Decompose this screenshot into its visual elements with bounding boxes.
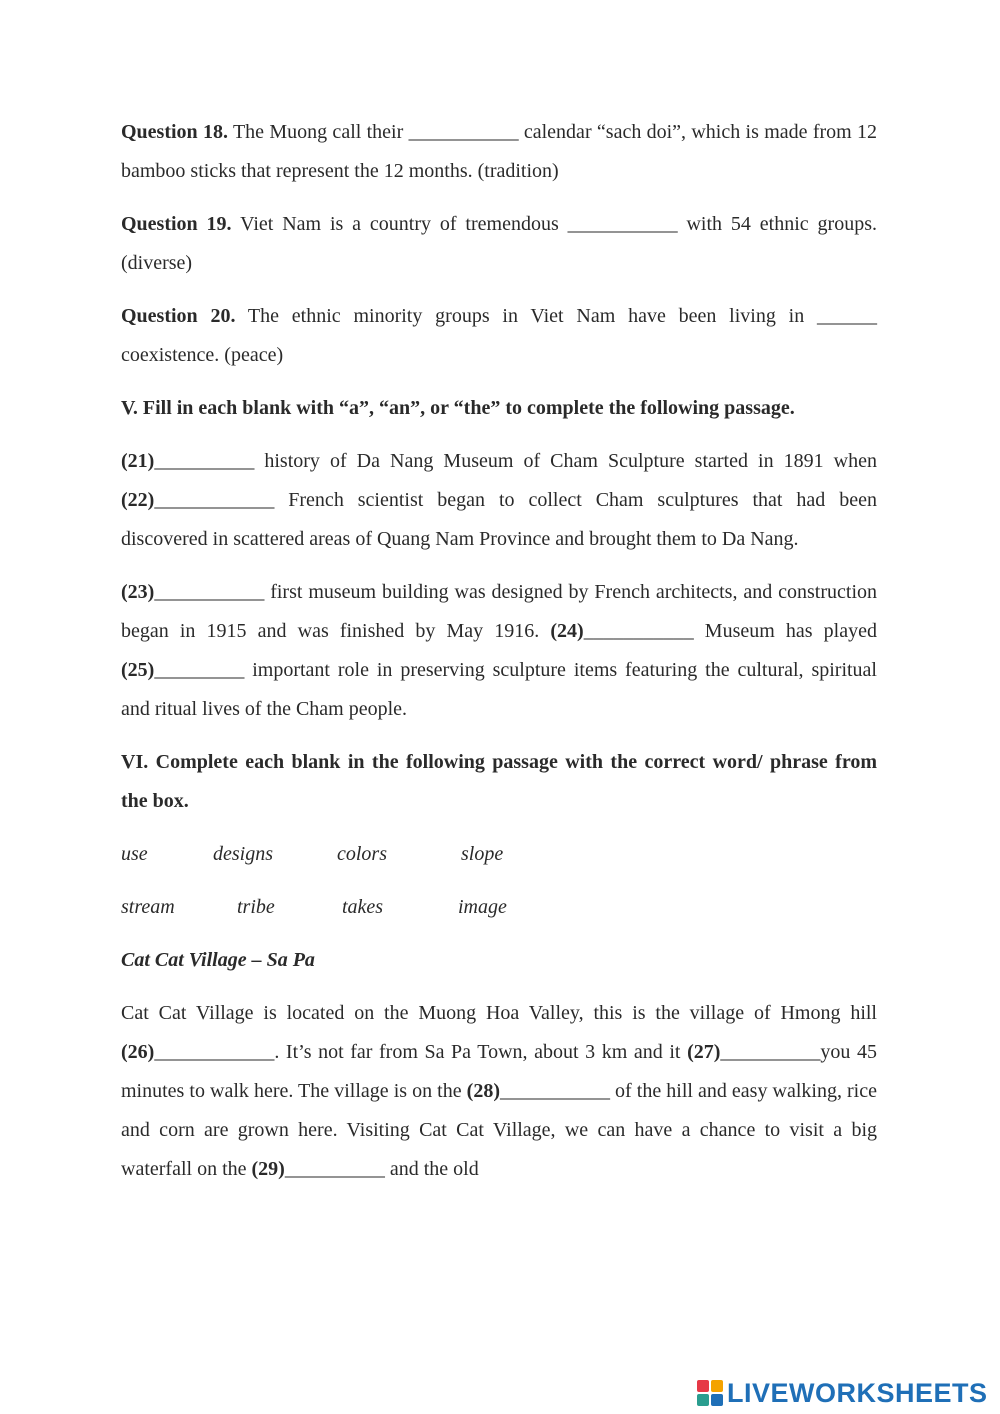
- question-20: [121, 297, 877, 375]
- question-19-text: Viet Nam is a country of tremendous ___________ with 54 ethnic groups. (diverse): [121, 213, 877, 274]
- word-box-item: image: [458, 896, 507, 918]
- paragraph-text: __________you 45 minutes to walk here. The village is on the: [121, 1041, 877, 1102]
- section-6-paragraph: [121, 994, 877, 1189]
- logo-square-icon: [697, 1380, 709, 1392]
- paragraph-text: ____________. It’s not far from Sa Pa Town, about 3 km and it: [154, 1041, 688, 1063]
- blank-25-number: (25): [121, 659, 155, 681]
- paragraph-text: ___________ of the hill and easy walking, rice and corn are grown here. Visiting Cat Cat Village, we can have a chance to visit a big waterfall on the: [121, 1080, 877, 1180]
- paragraph-text: Cat Cat Village is located on the Muong Hoa Valley, this is the village of Hmong hill: [121, 1002, 877, 1024]
- paragraph-text: ___________ Museum has played: [583, 620, 877, 642]
- blank-22-number: (22): [121, 489, 155, 511]
- passage-title: Cat Cat Village – Sa Pa: [121, 949, 315, 971]
- blank-24-number: (24): [550, 620, 584, 642]
- word-box-item: stream: [121, 896, 175, 918]
- word-box-item: tribe: [237, 896, 275, 918]
- blank-23-number: (23): [121, 581, 155, 603]
- paragraph-text: __________ and the old: [284, 1158, 479, 1180]
- word-box-item: use: [121, 843, 148, 865]
- question-19-label: Question 19.: [121, 213, 232, 235]
- paragraph-text: _________ important role in preserving sculpture items featuring the cultural, spiritual and ritual lives of the Cham people.: [121, 659, 877, 720]
- paragraph-text: ____________ French scientist began to collect Cham sculptures that had been discovered in scattered areas of Quang Nam Province and brought them to Da Nang.: [121, 489, 877, 550]
- word-box-row-2: [121, 888, 877, 927]
- blank-28-number: (28): [466, 1080, 500, 1102]
- word-box-row-1: [121, 835, 877, 874]
- blank-26-number: (26): [121, 1041, 155, 1063]
- blank-21-number: (21): [121, 450, 155, 472]
- logo-square-icon: [711, 1380, 723, 1392]
- word-box-item: colors: [337, 843, 387, 865]
- logo-text: LIVEWORKSHEETS: [727, 1377, 988, 1408]
- question-19: [121, 205, 877, 283]
- word-box-item: takes: [342, 896, 384, 918]
- logo-mark-icon: [697, 1380, 723, 1406]
- paragraph-text: __________ history of Da Nang Museum of Cham Sculpture started in 1891 when: [154, 450, 877, 472]
- logo-square-icon: [711, 1394, 723, 1406]
- word-box-item: designs: [213, 843, 273, 865]
- blank-27-number: (27): [687, 1041, 721, 1063]
- section-5-paragraph-2: [121, 573, 877, 729]
- section-5-paragraph-1: [121, 442, 877, 559]
- worksheet-page: [121, 113, 877, 1203]
- section-6-heading: VI. Complete each blank in the following passage with the correct word/ phrase from the box.: [121, 751, 877, 812]
- question-18: [121, 113, 877, 191]
- question-18-text: The Muong call their ___________ calendar “sach doi”, which is made from 12 bamboo sticks that represent the 12 months. (tradition): [121, 121, 877, 182]
- question-20-label: Question 20.: [121, 305, 236, 327]
- paragraph-text: ___________ first museum building was designed by French architects, and construction began in 1915 and was finished by May 1916.: [121, 581, 877, 642]
- liveworksheets-logo: [697, 1378, 988, 1408]
- question-20-text: The ethnic minority groups in Viet Nam have been living in ______ coexistence. (peace): [121, 305, 878, 366]
- section-5-heading: V. Fill in each blank with “a”, “an”, or “the” to complete the following passage.: [121, 397, 795, 419]
- blank-29-number: (29): [251, 1158, 285, 1180]
- logo-square-icon: [697, 1394, 709, 1406]
- word-box-item: slope: [461, 843, 504, 865]
- question-18-label: Question 18.: [121, 121, 228, 143]
